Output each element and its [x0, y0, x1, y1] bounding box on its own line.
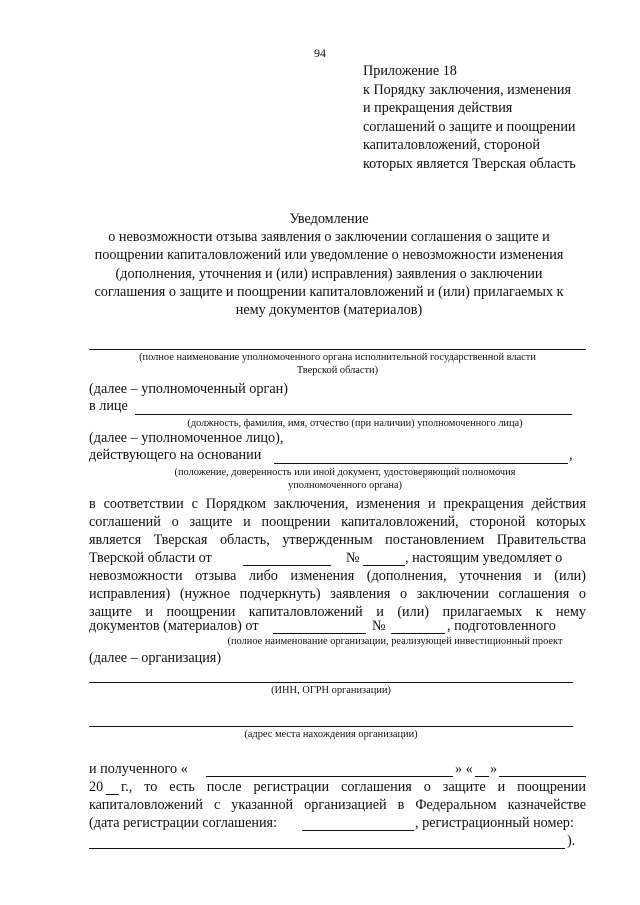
- appendix-line: Приложение 18: [363, 63, 457, 79]
- documents-number-line[interactable]: [391, 633, 445, 634]
- basis-caption-line2: уполномоченного органа): [288, 480, 402, 491]
- appendix-heading: [363, 62, 576, 174]
- decree-date-line[interactable]: [243, 565, 331, 566]
- registration-number-line[interactable]: [89, 848, 565, 849]
- address-line[interactable]: [89, 726, 573, 727]
- organ-caption-line2: Тверской области): [296, 365, 379, 376]
- organ-caption-line1: (полное наименование уполномоченного органа исполнительной государственной власти: [139, 352, 536, 363]
- received-day-line[interactable]: [475, 776, 489, 777]
- in-person-label: в лице: [89, 398, 128, 414]
- received-quote: » «: [455, 761, 473, 777]
- page-number: 94: [314, 46, 326, 60]
- person-line[interactable]: [135, 414, 572, 415]
- title-line: (дополнения, уточнения и (или) исправления) заявления о заключении: [115, 265, 543, 282]
- registration-date-label: (дата регистрации соглашения:: [89, 815, 278, 831]
- inn-ogrn-line[interactable]: [89, 682, 573, 683]
- decree-number-line[interactable]: [363, 565, 405, 566]
- document-title: [80, 210, 578, 319]
- organization-caption: (полное наименование организации, реализующей инвестиционный проект: [227, 636, 563, 647]
- year-prefix: 20: [89, 779, 104, 795]
- paragraph-line: соглашений о защите и поощрении капиталовложений, стороной которых: [89, 514, 586, 530]
- year-line[interactable]: [106, 794, 119, 795]
- title-line: поощрении капиталовложений или уведомление о невозможности изменения: [94, 247, 564, 264]
- paragraph-text: Тверской области от: [89, 550, 212, 566]
- paragraph-line: в соответствии с Порядком заключения, изменения и прекращения действия: [89, 496, 586, 512]
- paragraph-text: документов (материалов) от: [89, 618, 259, 634]
- inn-ogrn-caption: (ИНН, ОГРН организации): [271, 685, 391, 696]
- documents-date-line[interactable]: [273, 633, 366, 634]
- paragraph-line: исправления) (нужное подчеркнуть) заявления о заключении соглашения о: [89, 586, 586, 602]
- registration-date-line[interactable]: [302, 830, 414, 831]
- paragraph-text: , подготовленного: [447, 618, 556, 634]
- basis-caption-line1: (положение, доверенность или иной документ, удостоверяющий полномочия: [174, 467, 516, 478]
- appendix-line: к Порядку заключения, изменения: [363, 81, 571, 98]
- title-line: Уведомление: [289, 211, 369, 227]
- number-sign: №: [346, 550, 360, 566]
- paragraph-text: , настоящим уведомляет о: [405, 550, 563, 566]
- paragraph-line: является Тверская область, утвержденным постановлением Правительства: [89, 532, 586, 548]
- person-caption: (должность, фамилия, имя, отчество (при наличии) уполномоченного лица): [187, 418, 523, 429]
- registration-text: капиталовложений с указанной организацией в Федеральном казначействе: [89, 797, 586, 813]
- organ-name-line[interactable]: [89, 349, 586, 350]
- further-organization-text: (далее – организация): [89, 650, 222, 666]
- registration-text: г., то есть после регистрации соглашения о защите и поощрении: [121, 779, 586, 795]
- title-line: нему документов (материалов): [235, 302, 423, 319]
- registration-number-label: , регистрационный номер:: [415, 815, 574, 831]
- paragraph-line: защите и поощрении капиталовложений и (или) прилагаемых к нему: [89, 604, 586, 620]
- received-month-line[interactable]: [499, 776, 586, 777]
- appendix-line: соглашений о защите и поощрении: [363, 118, 576, 135]
- appendix-line: которых является Тверская область: [363, 155, 576, 172]
- received-quote-close: »: [490, 761, 498, 777]
- basis-line[interactable]: [274, 463, 568, 464]
- appendix-line: и прекращения действия: [363, 100, 513, 117]
- further-organ-text: (далее – уполномоченный орган): [89, 381, 288, 397]
- received-ref-line[interactable]: [206, 776, 453, 777]
- address-caption: (адрес места нахождения организации): [244, 729, 418, 740]
- appendix-line: капиталовложений, стороной: [363, 137, 540, 154]
- basis-comma: ,: [569, 447, 573, 463]
- number-sign: №: [372, 618, 386, 634]
- received-text: и полученного «: [89, 761, 188, 777]
- further-person-text: (далее – уполномоченное лицо),: [89, 430, 284, 446]
- paragraph-line: невозможности отзыва либо изменения (дополнения, уточнения и (или): [89, 568, 586, 584]
- title-line: о невозможности отзыва заявления о заключении соглашения о защите и: [108, 229, 550, 246]
- closing-text: ).: [567, 833, 576, 849]
- acting-basis-label: действующего на основании: [89, 447, 262, 463]
- title-line: соглашения о защите и поощрении капиталовложений и (или) прилагаемых к: [94, 283, 564, 300]
